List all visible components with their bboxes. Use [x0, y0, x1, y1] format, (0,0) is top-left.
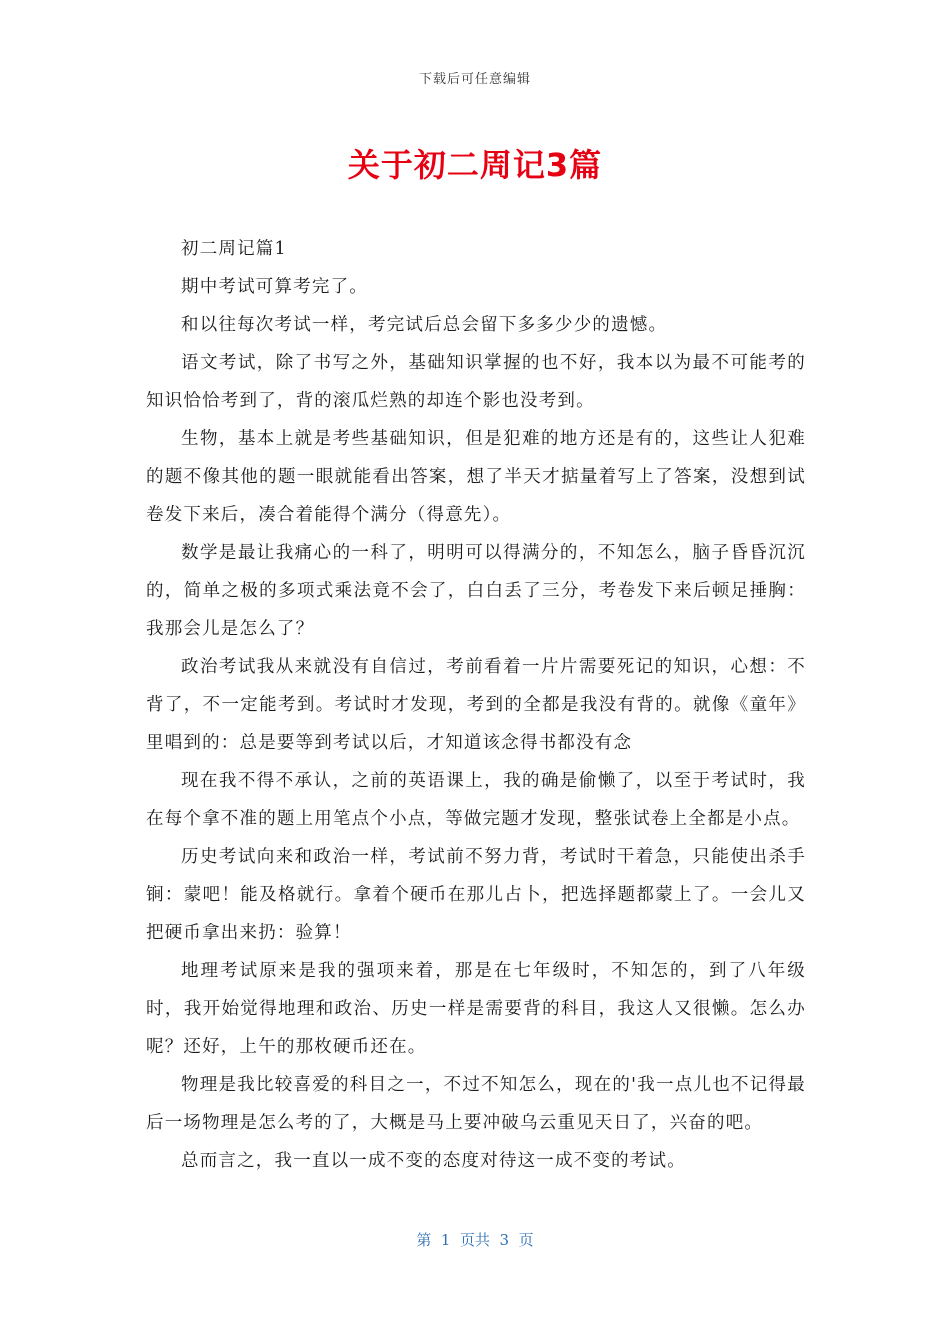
header-note: 下载后可任意编辑 — [418, 72, 531, 87]
paragraph: 物理是我比较喜爱的科目之一，不过不知怎么，现在的'我一点儿也不记得最后一场物理是怎么考的了，大概是马上要冲破乌云重见天日了，兴奋的吧。 — [146, 1075, 806, 1133]
section-heading: 初二周记篇1 — [181, 239, 287, 259]
paragraph: 数学是最让我痛心的一科了，明明可以得满分的，不知怎么，脑子昏昏沉沉的，简单之极的多项式乘法竟不会了，白白丢了三分，考卷发下来后顿足捶胸：我那会儿是怎么了？ — [146, 543, 806, 639]
paragraph: 历史考试向来和政治一样，考试前不努力背，考试时干着急，只能使出杀手锏：蒙吧！能及格就行。拿着个硬币在那儿占卜，把选择题都蒙上了。一会儿又把硬币拿出来扔：验算！ — [146, 847, 806, 943]
page-number-footer: 第 1 页共 3 页 — [416, 1231, 534, 1249]
paragraph: 和以往每次考试一样，考完试后总会留下多多少少的遗憾。 — [181, 315, 668, 335]
paragraph: 地理考试原来是我的强项来着，那是在七年级时，不知怎的，到了八年级时，我开始觉得地理和政治、历史一样是需要背的科目，我这人又很懒。怎么办呢？还好，上午的那枚硬币还在。 — [146, 961, 806, 1057]
document-body — [146, 230, 806, 1180]
paragraph: 政治考试我从来就没有自信过，考前看着一片片需要死记的知识，心想：不背了，不一定能考到。考试时才发现，考到的全都是我没有背的。就像《童年》里唱到的：总是要等到考试以后，才知道该念得书都没有念 — [146, 657, 806, 753]
paragraph: 现在我不得不承认，之前的英语课上，我的确是偷懒了，以至于考试时，我在每个拿不准的题上用笔点个小点，等做完题才发现，整张试卷上全都是小点。 — [146, 771, 806, 829]
document-title: 关于初二周记3篇 — [347, 146, 603, 184]
paragraph: 期中考试可算考完了。 — [181, 277, 368, 297]
paragraph: 语文考试，除了书写之外，基础知识掌握的也不好，我本以为最不可能考的知识恰恰考到了，背的滚瓜烂熟的却连个影也没考到。 — [146, 353, 806, 411]
paragraph: 总而言之，我一直以一成不变的态度对待这一成不变的考试。 — [181, 1151, 686, 1171]
paragraph: 生物，基本上就是考些基础知识，但是犯难的地方还是有的，这些让人犯难的题不像其他的题一眼就能看出答案，想了半天才掂量着写上了答案，没想到试卷发下来后，凑合着能得个满分（得意先）。 — [146, 429, 806, 525]
